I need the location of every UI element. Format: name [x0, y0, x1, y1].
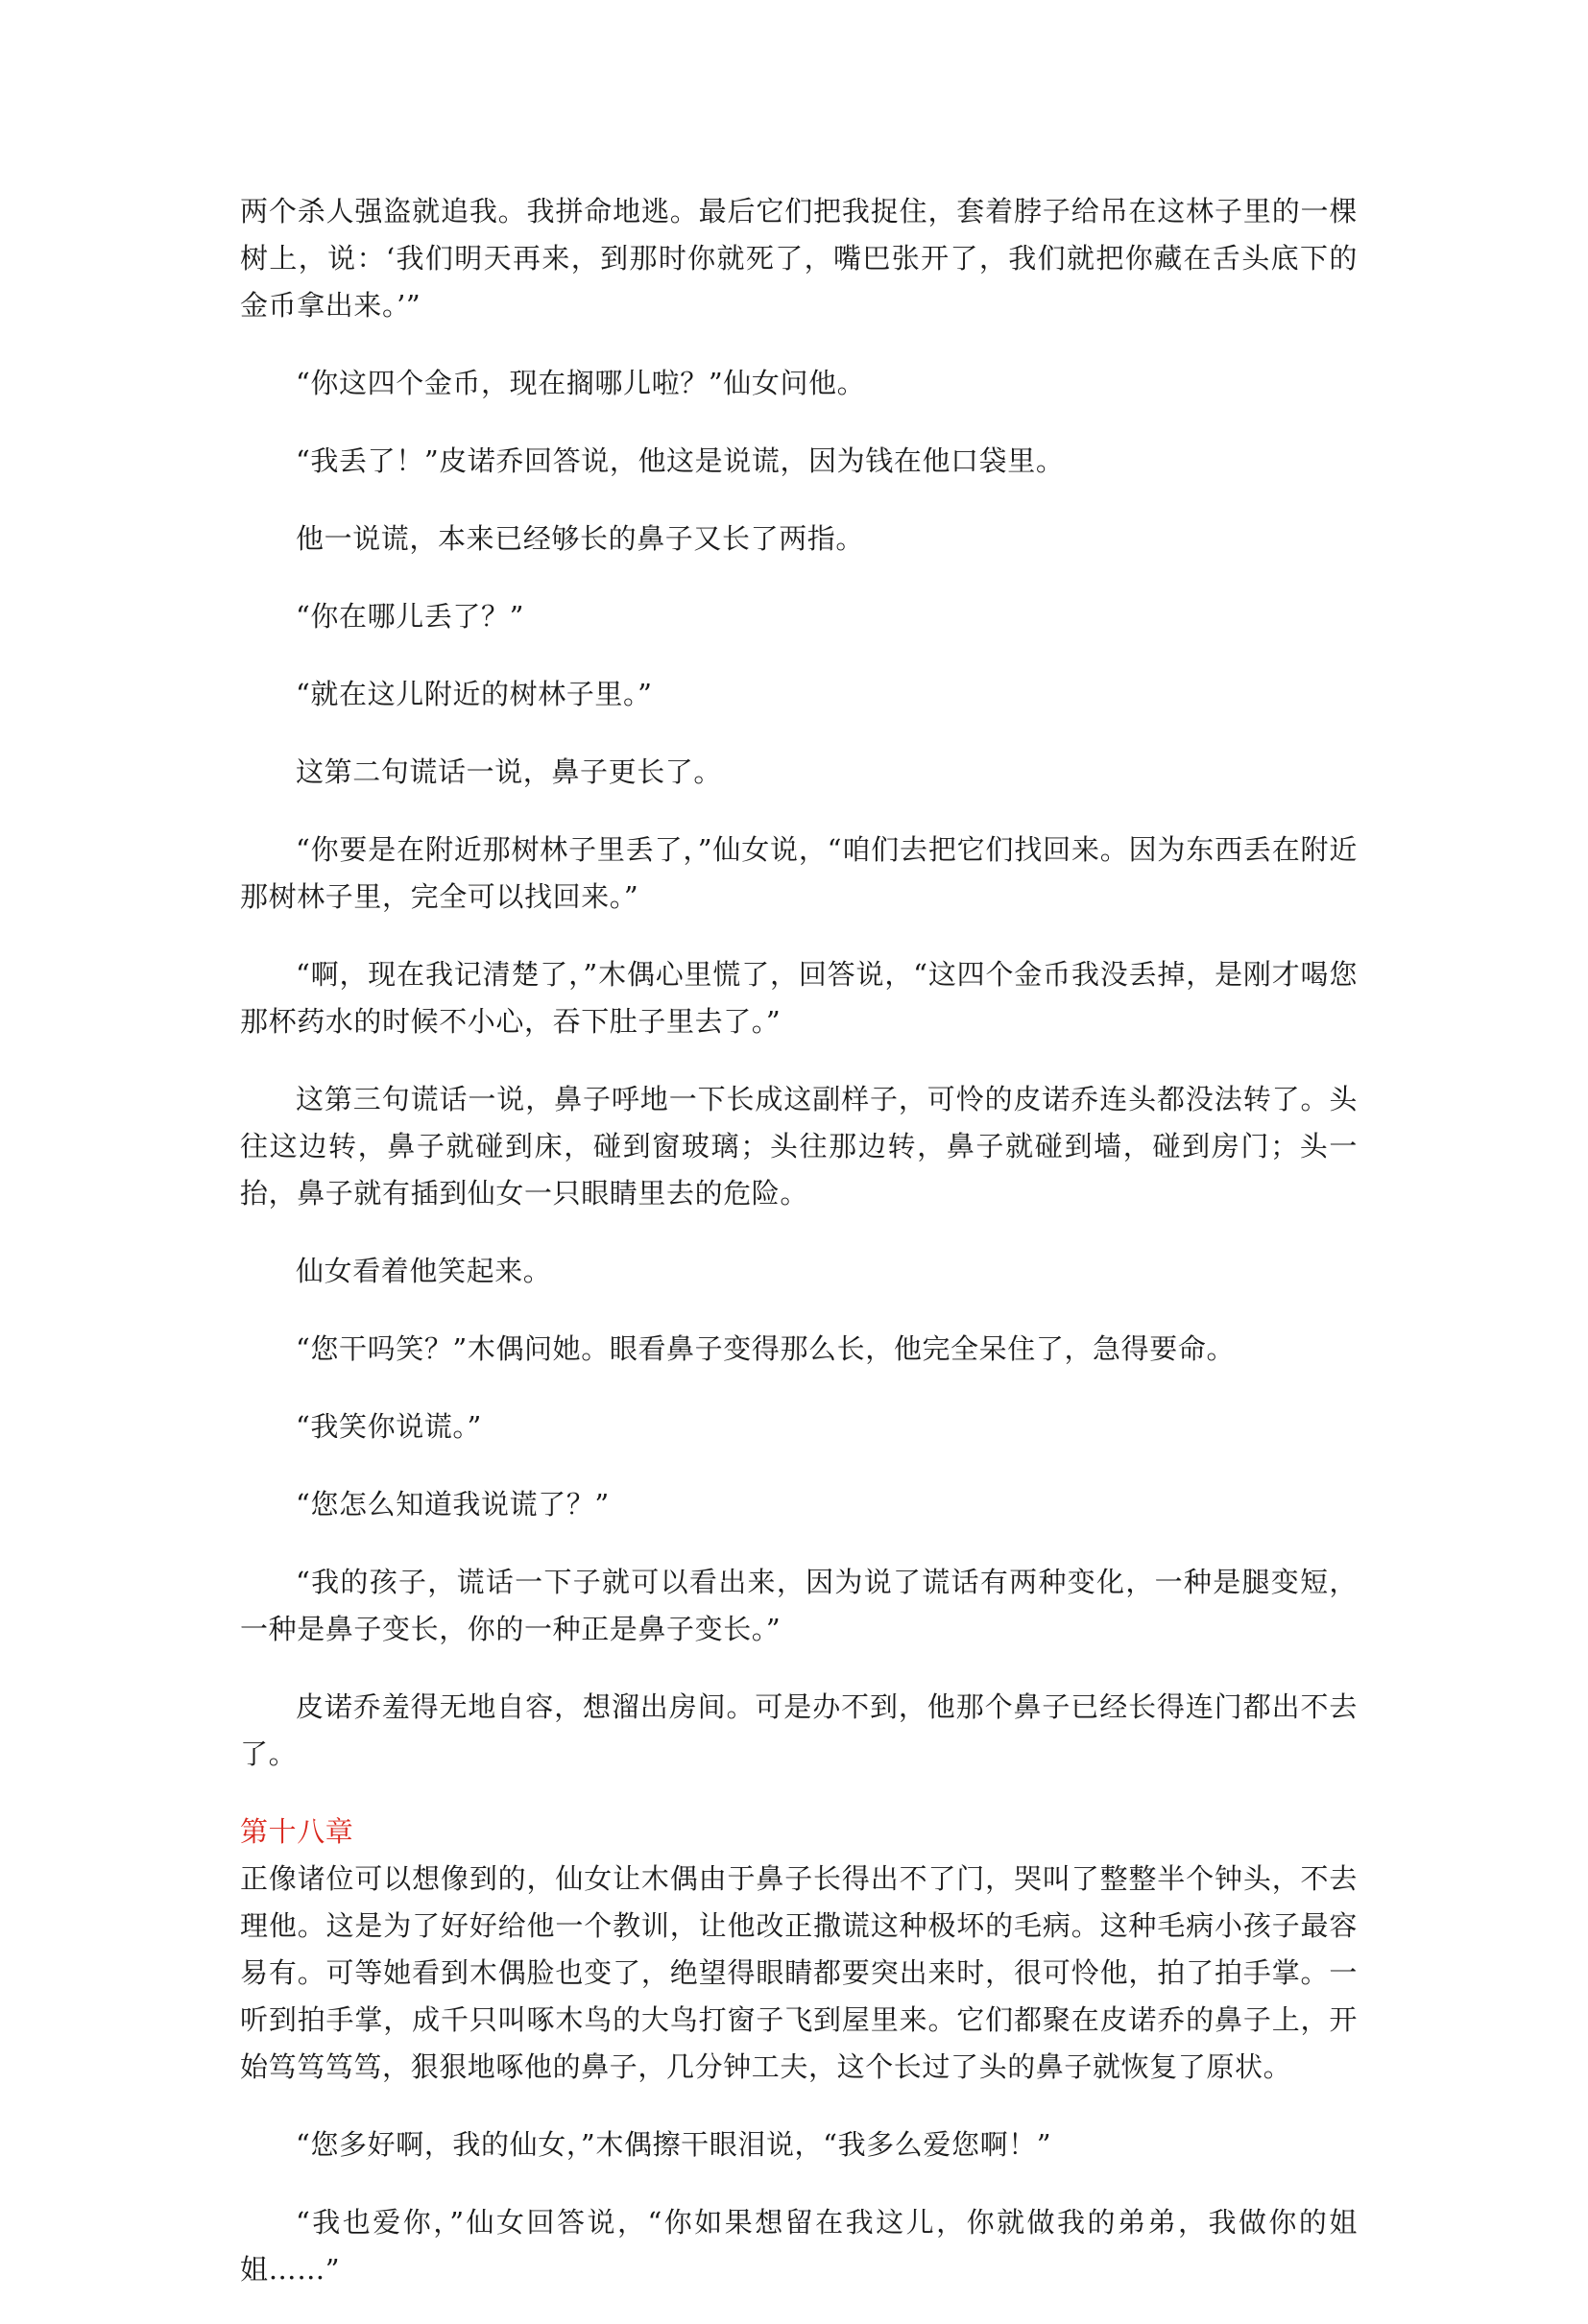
paragraph: “我也爱你，”仙女回答说，“你如果想留在我这儿，你就做我的弟弟，我做你的姐姐……”	[240, 2206, 1358, 2286]
paragraph: 两个杀人强盗就追我。我拼命地逃。最后它们把我捉住，套着脖子给吊在这林子里的一棵树上，说：‘我们明天再来，到那时你就死了，嘴巴张开了，我们就把你藏在舌头底下的金币拿出来。’”	[240, 195, 1358, 322]
paragraph: 仙女看着他笑起来。	[296, 1255, 552, 1287]
chapter-first-paragraph: 正像诸位可以想像到的，仙女让木偶由于鼻子长得出不了门，哭叫了整整半个钟头，不去理他。这是为了好好给他一个教训，让他改正撒谎这种极坏的毛病。这种毛病小孩子最容易有。可等她看到木偶脸也变了，绝望得眼睛都要突出来时，很可怜他，拍了拍手掌。一听到拍手掌，成千只叫啄木鸟的大鸟打窗子飞到屋里来。它们都聚在皮诺乔的鼻子上，开始笃笃笃笃，狠狠地啄他的鼻子，几分钟工夫，这个长过了头的鼻子就恢复了原状。	[240, 1862, 1358, 2083]
paragraph: “您干吗笑？”木偶问她。眼看鼻子变得那么长，他完全呆住了，急得要命。	[296, 1332, 1236, 1365]
paragraph: “您多好啊，我的仙女，”木偶擦干眼泪说，“我多么爱您啊！”	[296, 2128, 1052, 2161]
paragraph: 这第三句谎话一说，鼻子呼地一下长成这副样子，可怜的皮诺乔连头都没法转了。头往这边转，鼻子就碰到床，碰到窗玻璃；头往那边转，鼻子就碰到墙，碰到房门；头一抬，鼻子就有插到仙女一只眼睛里去的危险。	[240, 1083, 1358, 1210]
paragraphs-before	[240, 188, 1358, 1778]
paragraph: “您怎么知道我说谎了？”	[296, 1488, 610, 1521]
paragraph: “啊，现在我记清楚了，”木偶心里慌了，回答说，“这四个金币我没丢掉，是刚才喝您那杯药水的时候不小心，吞下肚子里去了。”	[240, 958, 1358, 1038]
document-page	[240, 188, 1358, 2324]
paragraph: 这第二句谎话一说，鼻子更长了。	[296, 755, 723, 788]
paragraph: “我笑你说谎。”	[296, 1410, 482, 1443]
paragraph: “我的孩子，谎话一下子就可以看出来，因为说了谎话有两种变化，一种是腿变短，一种是鼻子变长，你的一种正是鼻子变长。”	[240, 1566, 1358, 1645]
paragraph: 他一说谎，本来已经够长的鼻子又长了两指。	[296, 522, 865, 555]
paragraph: “你在哪儿丢了？”	[296, 600, 525, 633]
paragraph: 皮诺乔羞得无地自容，想溜出房间。可是办不到，他那个鼻子已经长得连门都出不去了。	[240, 1690, 1358, 1770]
paragraph: “就在这儿附近的树林子里。”	[296, 678, 653, 710]
paragraph: “你要是在附近那树林子里丢了，”仙女说，“咱们去把它们找回来。因为东西丢在附近那树林子里，完全可以找回来。”	[240, 833, 1358, 913]
paragraph: “你这四个金币，现在搁哪儿啦？”仙女问他。	[296, 367, 866, 399]
chapter-title: 第十八章	[240, 1815, 354, 1848]
paragraph: “我丢了！”皮诺乔回答说，他这是说谎，因为钱在他口袋里。	[296, 444, 1065, 477]
paragraphs-after	[240, 2121, 1358, 2293]
